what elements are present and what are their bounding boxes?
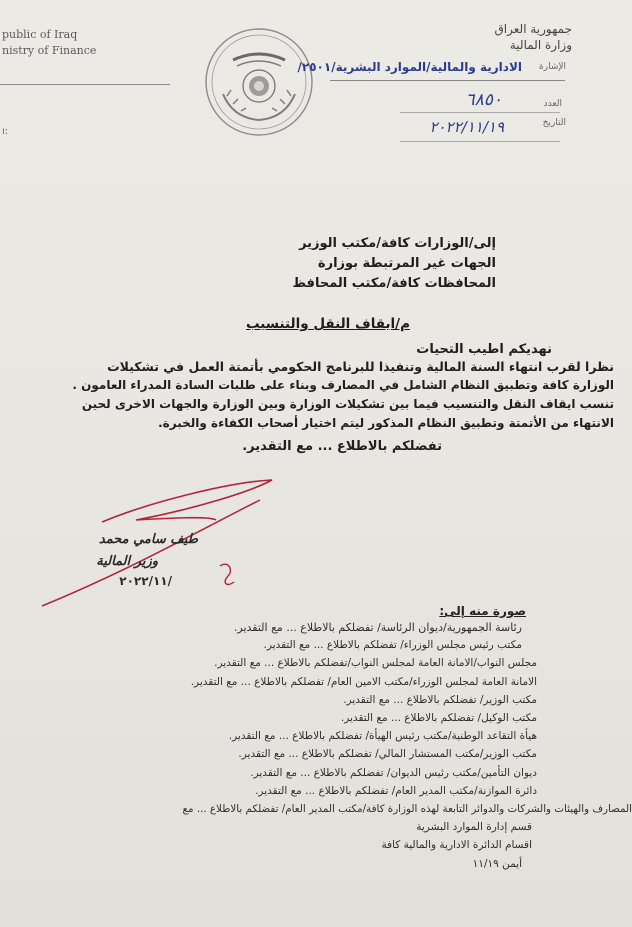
header-ministry-en: nistry of Finance: [2, 44, 97, 57]
ministry-seal-icon: [203, 26, 315, 138]
cc-line: مكتب الوزير/مكتب المستشار المالي/ تفضلكم بالاطلاع ... مع التقدير.: [238, 748, 537, 761]
signatory-name: طيف سامي محمد: [98, 532, 198, 547]
cc-line: قسم إدارة الموارد البشرية: [416, 821, 532, 834]
body-line-2: الوزارة كافة وتطبيق النظام الشامل في المصارف وبناء على طلبات السادة المدراء العامون .: [72, 378, 614, 392]
cc-line: مكتب الوزير/ تفضلكم بالاطلاع ... مع التقدير.: [343, 693, 537, 706]
ref-underline: [330, 80, 565, 81]
header-country-en: public of Iraq: [2, 28, 78, 41]
signatory-title: وزير المالية: [96, 554, 158, 569]
greeting: نهديكم اطيب التحيات: [416, 342, 552, 357]
ref-label: الإشارة: [539, 62, 566, 72]
ref-value: الادارية والمالية/الموارد البشرية/٢٥٠١/: [297, 60, 522, 74]
cc-line: اقسام الدائرة الادارية والمالية كافة: [381, 839, 532, 852]
signatory-date: ٢٠٢٢/١١/: [119, 574, 172, 588]
number-label: العدد: [543, 99, 562, 109]
header-left-mark: ı:: [2, 126, 9, 137]
body-line-3: تنسب ايقاف النقل والتنسيب فيما بين تشكيلات الوزارة وبين الوزارة والجهات الاخرى لحين: [81, 397, 614, 411]
cc-line: أيمن ١١/١٩: [472, 857, 522, 870]
cc-title: صورة منه إلى:: [439, 604, 526, 618]
cc-line: المصارف والهيئات والشركات والدوائر التابعة لهذه الوزارة كافة/مكتب المدير العام/ تفضلكم بالاطلاع ... مع: [182, 803, 632, 815]
body-line-1: نظرا لقرب انتهاء السنة المالية وتنفيذا للبرنامج الحكومي بأتمتة العمل في تشكيلات: [107, 359, 614, 374]
cc-line: مكتب رئيس مجلس الوزراء/ تفضلكم بالاطلاع ... مع التقدير.: [263, 639, 522, 652]
cc-line: دائرة الموازنة/مكتب المدير العام/ تفضلكم بالاطلاع ... مع التقدير.: [255, 784, 537, 797]
header-country-ar: جمهورية العراق: [494, 22, 572, 36]
number-value: ٦٨٥٠: [465, 90, 502, 110]
cc-line: رئاسة الجمهورية/ديوان الرئاسة/ تفضلكم بالاطلاع ... مع التقدير.: [233, 621, 522, 634]
closing: تفضلكم بالاطلاع ... مع التقدير.: [242, 439, 442, 454]
cc-line: الامانة العامة لمجلس الوزراء/مكتب الامين العام/ تفضلكم بالاطلاع ... مع التقدير.: [190, 675, 537, 688]
date-underline: [400, 141, 560, 142]
recipient-line-2: الجهات غير المرتبطة بوزارة: [317, 256, 496, 271]
number-underline: [400, 112, 560, 113]
cc-line: هيأة التقاعد الوطنية/مكتب رئيس الهيأة/ تفضلكم بالاطلاع ... مع التقدير.: [228, 730, 537, 743]
recipient-line-3: المحافظات كافة/مكتب المحافظ: [292, 276, 496, 291]
body-line-4: الانتهاء من الأتمتة وتطبيق النظام المذكور ليتم اختيار أصحاب الكفاءة والخبرة.: [158, 416, 614, 430]
date-value: ٢٠٢٢/١١/١٩: [429, 118, 504, 136]
date-label: التاريخ: [542, 118, 566, 128]
subject: م/ايقاف النقل والتنسيب: [245, 316, 410, 332]
cc-line: مجلس النواب/الامانة العامة لمجلس النواب/تفضلكم بالاطلاع ... مع التقدير.: [214, 657, 537, 670]
header-left-rule: [0, 84, 170, 85]
recipient-line-1: إلى/الوزارات كافة/مكتب الوزير: [299, 236, 496, 251]
header-ministry-ar: وزارة المالية: [509, 38, 572, 52]
cc-line: ديوان التأمين/مكتب رئيس الديوان/ تفضلكم بالاطلاع ... مع التقدير.: [250, 766, 537, 779]
cc-line: مكتب الوكيل/ تفضلكم بالاطلاع ... مع التقدير.: [340, 712, 537, 724]
